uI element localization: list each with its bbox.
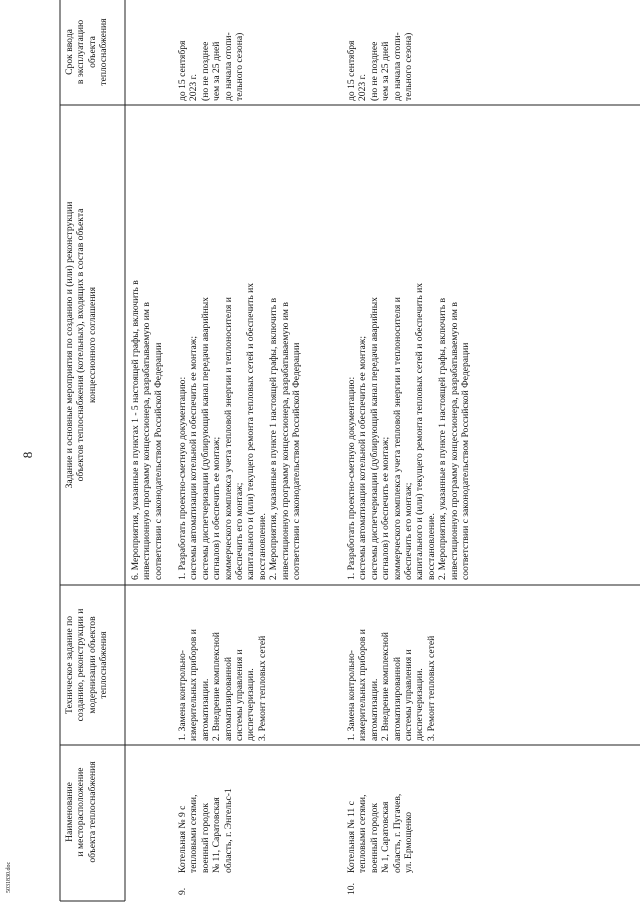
object-name: Котельная № 9 с тепловыми сетями, военный городок № 11, Саратовская область, г. Энгельс-1 (177, 788, 234, 873)
header-object-name: Наименование и месторасположение объекта теплоснабжения (64, 761, 98, 863)
prev-row-measures: 6. Мероприятия, указанные в пунктах 1 - 5 настоящей графы, включить в инвестиционную программу концессионера, разрабатываемую им в соответствии с законодательством Российской Федерации (130, 280, 164, 580)
row-number: 9. (177, 887, 188, 895)
measures: 1. Разработать проектно-сметную документацию: системы автоматизации котельной и обеспечить ее монтаж; системы диспетчеризации (дублирующий канал передачи аварийных сигналов) и обеспечить ее монтаж; коммерческого комплекса учета тепловой энергии и теплоносителя и обеспечить его монтаж; капитального и (или) текущего ремонта тепловых сетей и обеспечить их восстановление. 2. Мероприятия, указанные в пункте 1 настоящей графы, включить в инвестиционную программу концессионера, разрабатываемую им в соответствии с законодательством Российской Федерации (177, 282, 303, 580)
header-measures: Задание и основные мероприятия по созданию и (или) реконструкции объектов теплоснабжения (котельных), входящих в состав объекта концессионного соглашения (64, 201, 98, 489)
header-commissioning-deadline: Срок ввода в эксплуатацию объекта теплоснабжения (64, 18, 110, 86)
measures: 1. Разработать проектно-сметную документацию: системы автоматизации котельной и обеспечить ее монтаж; системы диспетчеризации (дублирующий канал передачи аварийных сигналов) и обеспечить ее монтаж; коммерческого комплекса учета тепловой энергии и теплоносителя и обеспечить его монтаж; капитального и (или) текущего ремонта тепловых сетей и обеспечить их восстановление. 2. Мероприятия, указанные в пункте 1 настоящей графы, включить в инвестиционную программу концессионера, разрабатываемую им в соответствии с законодательством Российской Федерации (346, 282, 472, 580)
object-name: Котельная № 11 с тепловыми сетями, военный городок № 1, Саратовская область, г. Пугачев, ул. Ермощенко (346, 793, 415, 873)
page-number: 8 (20, 451, 35, 459)
row-number: 10. (346, 883, 357, 895)
technical-task: 1. Замена контрольно- измерительных приборов и автоматизации. 2. Внедрение комплексной автоматизированной системы управления и диспетчеризации. 3. Ремонт тепловых сетей (346, 629, 437, 741)
document-id: 5031830.doc (6, 861, 12, 893)
technical-task: 1. Замена контрольно- измерительных приборов и автоматизации. 2. Внедрение комплексной автоматизированной системы управления и диспетчеризации. 3. Ремонт тепловых сетей (177, 629, 268, 741)
commissioning-deadline: до 15 сентября 2023 г. (но не позднее чем за 25 дней до начала отопи- тельного сезона) (346, 32, 415, 101)
commissioning-deadline: до 15 сентября 2023 г. (но не позднее чем за 25 дней до начала отопи- тельного сезона) (177, 32, 246, 101)
header-technical-task: Техническое задание по созданию, реконструкции и модернизации объектов теплоснабжения (64, 608, 110, 722)
